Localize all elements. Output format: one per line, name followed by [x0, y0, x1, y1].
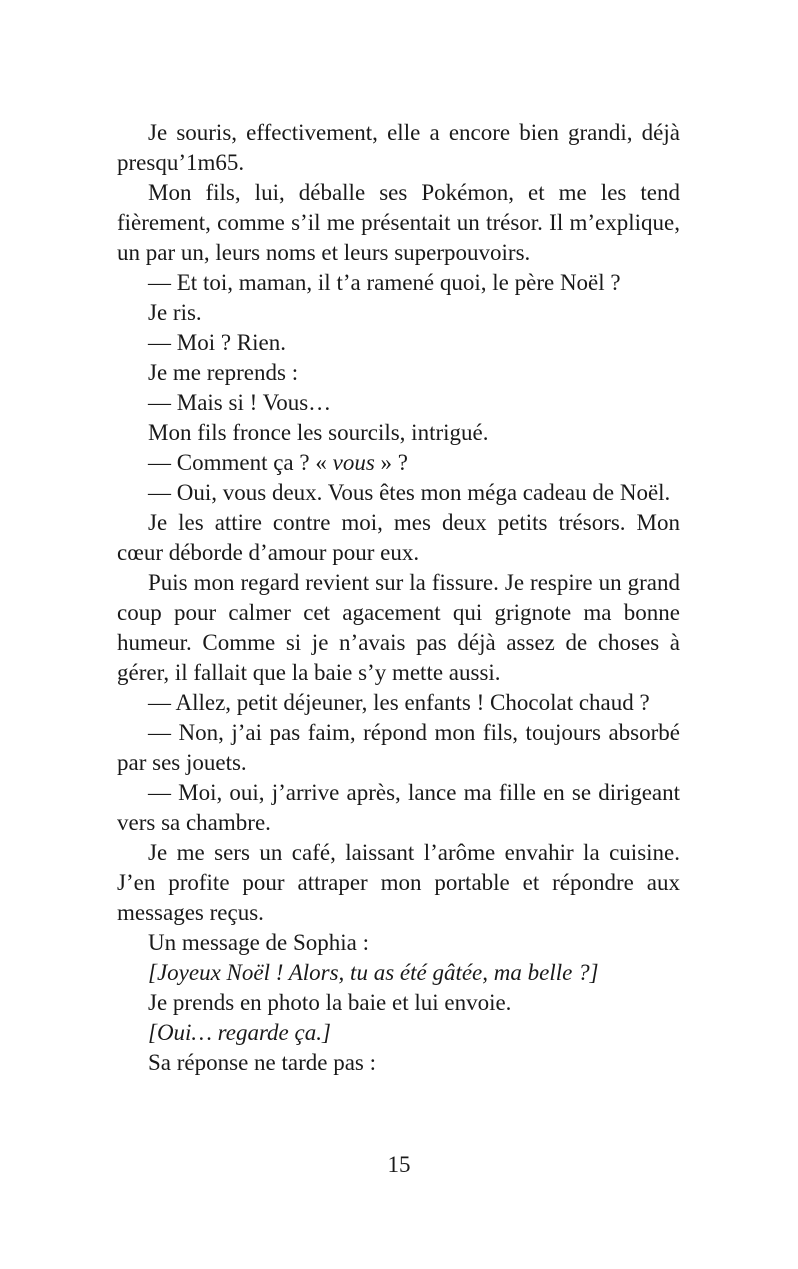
paragraph: Mon fils, lui, déballe ses Pokémon, et me les tend fièrement, comme s’il me présentait un trésor. Il m’explique, un par un, leurs noms et leurs superpouvoirs.	[117, 180, 680, 265]
paragraph: — Non, j’ai pas faim, répond mon fils, toujours absorbé par ses jouets.	[117, 720, 680, 775]
paragraph: — Et toi, maman, il t’a ramené quoi, le père Noël ?	[148, 270, 621, 295]
paragraph: Sa réponse ne tarde pas :	[148, 1050, 377, 1075]
dialogue-text: » ?	[374, 450, 408, 475]
dialogue-text: — Comment ça ? «	[148, 450, 333, 475]
paragraph: Je prends en photo la baie et lui envoie.	[148, 990, 512, 1015]
paragraph	[117, 448, 680, 478]
paragraph: Je me sers un café, laissant l’arôme envahir la cuisine. J’en profite pour attraper mon portable et répondre aux messages reçus.	[117, 840, 680, 925]
paragraph: — Oui, vous deux. Vous êtes mon méga cadeau de Noël.	[148, 480, 671, 505]
page-number: 15	[387, 1152, 411, 1177]
page-body	[117, 118, 680, 1078]
paragraph: — Mais si ! Vous…	[148, 390, 332, 415]
paragraph: Puis mon regard revient sur la fissure. Je respire un grand coup pour calmer cet agacement qui grignote ma bonne humeur. Comme si je n’avais pas déjà assez de choses à gérer, il fallait que la baie s’y mette aussi.	[117, 570, 680, 685]
paragraph: Je me reprends :	[148, 360, 299, 385]
paragraph: Mon fils fronce les sourcils, intrigué.	[148, 420, 489, 445]
paragraph: — Moi ? Rien.	[148, 330, 286, 355]
paragraph: Je ris.	[148, 300, 202, 325]
italic-word: vous	[332, 450, 375, 475]
paragraph: Je souris, effectivement, elle a encore bien grandi, déjà presqu’1m65.	[117, 120, 680, 175]
text-message: [Joyeux Noël ! Alors, tu as été gâtée, ma belle ?]	[148, 960, 599, 985]
paragraph: — Allez, petit déjeuner, les enfants ! Chocolat chaud ?	[148, 690, 650, 715]
paragraph: Je les attire contre moi, mes deux petits trésors. Mon cœur déborde d’amour pour eux.	[117, 510, 680, 565]
text-message: [Oui… regarde ça.]	[148, 1020, 331, 1045]
paragraph: — Moi, oui, j’arrive après, lance ma fille en se dirigeant vers sa chambre.	[117, 780, 680, 835]
paragraph: Un message de Sophia :	[148, 930, 370, 955]
